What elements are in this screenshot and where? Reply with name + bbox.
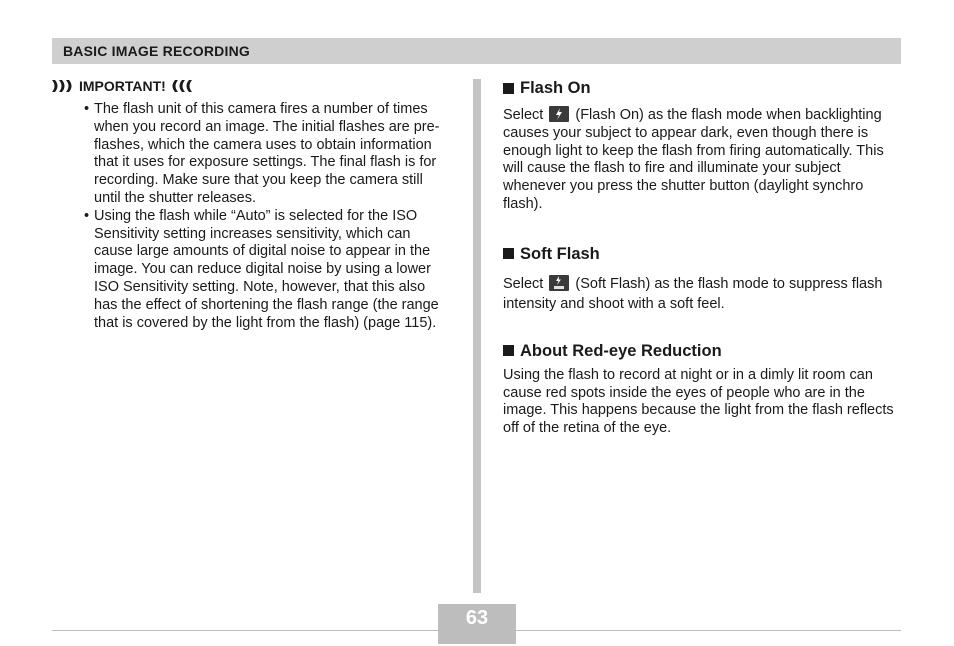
important-notes <box>52 78 452 332</box>
bullet: • <box>84 207 90 224</box>
column-divider <box>473 79 481 593</box>
flash-on-icon <box>549 106 569 122</box>
right-column <box>503 78 903 438</box>
list-item <box>52 101 452 208</box>
red-eye-heading: About Red-eye Reduction <box>503 341 903 361</box>
flash-on-section <box>503 78 903 214</box>
soft-flash-section <box>503 244 903 314</box>
soft-flash-text: Select (Soft Flash) as the flash mode to suppress flash intensity and shoot with a soft feel. <box>503 275 883 312</box>
red-eye-text: Using the flash to record at night or in a dimly lit room can cause red spots inside the eyes of people who are in the image. This happens because the light from the flash reflects off of the retina of the eye. <box>503 366 894 437</box>
triple-arrow-left-icon <box>170 80 192 92</box>
list-item-text: The flash unit of this camera fires a number of times when you record an image. The initial flashes are pre-flashes, which the camera uses to obtain information that it uses for exposure settings. The final flash is for recording. Make sure that you keep the camera still until the shutter releases. <box>94 101 440 206</box>
square-bullet-icon <box>503 345 514 356</box>
important-list <box>52 101 452 332</box>
important-heading <box>52 78 452 94</box>
red-eye-section <box>503 341 903 438</box>
page-number: 63 <box>438 604 516 644</box>
soft-flash-heading: Soft Flash <box>503 244 903 264</box>
square-bullet-icon <box>503 83 514 94</box>
square-bullet-icon <box>503 248 514 259</box>
section-title: BASIC IMAGE RECORDING <box>63 43 250 59</box>
flash-on-heading: Flash On <box>503 78 903 98</box>
bullet: • <box>84 101 90 117</box>
section-header <box>52 38 901 64</box>
important-label: IMPORTANT! <box>79 78 166 94</box>
flash-on-text: Select (Flash On) as the flash mode when backlighting causes your subject to appear dark, even though there is enough light to keep the flash from firing automatically. This will cause the flash to fire and illuminate your subject whenever you press the shutter button (daylight synchro flash). <box>503 107 884 212</box>
list-item <box>52 208 452 333</box>
triple-arrow-right-icon <box>52 80 74 92</box>
list-item-text: Using the flash while “Auto” is selected for the ISO Sensitivity setting increases sensitivity, which can cause large amounts of digital noise to appear in the image. You can reduce digital noise by using a lower ISO Sensitivity setting. Note, however, that this also has the effect of shortening the flash range (the range that is covered by the light from the flash) (page 115). <box>94 207 439 331</box>
soft-flash-icon <box>549 275 569 291</box>
